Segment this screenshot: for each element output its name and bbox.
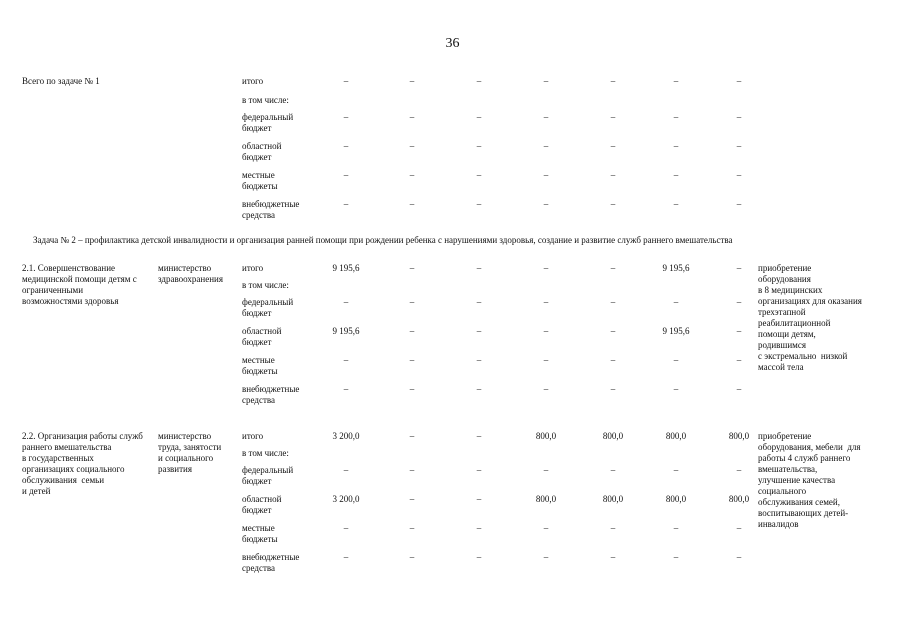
funding-value-cell: – — [476, 112, 482, 122]
funding-value-cell: – — [409, 494, 415, 504]
activity-executor: министерство труда, занятости и социального развития — [158, 431, 222, 474]
funding-value-cell: – — [409, 199, 415, 209]
funding-value-cell: – — [610, 112, 616, 122]
funding-source-label: местные бюджеты — [242, 170, 278, 191]
funding-value-cell: – — [409, 326, 415, 336]
funding-value-cell: – — [476, 326, 482, 336]
funding-value-cell: – — [409, 355, 415, 365]
funding-value-cell: – — [610, 523, 616, 533]
funding-value-cell: – — [543, 465, 549, 475]
funding-source-label: местные бюджеты — [242, 355, 278, 376]
funding-value-cell: – — [610, 355, 616, 365]
funding-value-cell: – — [673, 523, 679, 533]
funding-value-cell: – — [673, 465, 679, 475]
funding-value-cell: – — [476, 465, 482, 475]
funding-value-cell: – — [543, 297, 549, 307]
funding-value-cell: 800,0 — [728, 431, 750, 441]
funding-value-cell: 9 195,6 — [332, 326, 360, 336]
funding-value-cell: 9 195,6 — [332, 263, 360, 273]
funding-value-cell: – — [343, 112, 349, 122]
funding-value-cell: – — [736, 326, 742, 336]
activity-name: 2.1. Совершенствование медицинской помощи детям с ограниченными возможностями здоровья — [22, 263, 137, 306]
task1-total-label: Всего по задаче № 1 — [22, 76, 100, 86]
funding-value-cell: – — [610, 297, 616, 307]
funding-value-cell: – — [736, 112, 742, 122]
funding-value-cell: – — [543, 199, 549, 209]
funding-value-cell: – — [543, 141, 549, 151]
funding-value-cell: 800,0 — [665, 494, 687, 504]
funding-source-label: областной бюджет — [242, 141, 282, 162]
funding-value-cell: – — [476, 552, 482, 562]
funding-value-cell: 800,0 — [602, 494, 624, 504]
funding-source-label: федеральный бюджет — [242, 465, 294, 486]
funding-value-cell: – — [610, 170, 616, 180]
funding-value-cell: – — [343, 141, 349, 151]
funding-value-cell: 9 195,6 — [662, 263, 690, 273]
funding-value-cell: – — [409, 384, 415, 394]
activity-result: приобретение оборудования в 8 медицинских организациях для оказания трехэтапной реабилитационной помощи детям, родившимся с экстремально низкой массой тела — [758, 263, 862, 372]
funding-value-cell: – — [476, 263, 482, 273]
funding-value-cell: – — [409, 552, 415, 562]
funding-value-cell: – — [736, 170, 742, 180]
activity-executor: министерство здравоохранения — [158, 263, 224, 284]
funding-value-cell: – — [409, 263, 415, 273]
funding-value-cell: 9 195,6 — [662, 326, 690, 336]
funding-value-cell: 800,0 — [535, 431, 557, 441]
funding-value-cell: – — [673, 355, 679, 365]
funding-value-cell: – — [476, 170, 482, 180]
funding-value-cell: – — [736, 355, 742, 365]
funding-source-label: внебюджетные средства — [242, 384, 300, 405]
funding-value-cell: – — [409, 431, 415, 441]
activity-name: 2.2. Организация работы служб раннего вмешательства в государственных организациях социального обслуживания семьи и детей — [22, 431, 143, 496]
funding-source-label: итого — [242, 76, 264, 86]
funding-source-label: итого — [242, 431, 264, 441]
funding-value-cell: – — [736, 76, 742, 86]
funding-value-cell: – — [673, 76, 679, 86]
funding-value-cell: – — [476, 494, 482, 504]
funding-source-label: внебюджетные средства — [242, 552, 300, 573]
funding-value-cell: – — [409, 141, 415, 151]
funding-value-cell: – — [610, 141, 616, 151]
funding-value-cell: – — [736, 297, 742, 307]
funding-value-cell: – — [543, 326, 549, 336]
funding-value-cell: – — [476, 384, 482, 394]
funding-value-cell: 800,0 — [728, 494, 750, 504]
funding-value-cell: – — [610, 465, 616, 475]
funding-value-cell: 3 200,0 — [332, 431, 360, 441]
funding-value-cell: – — [409, 76, 415, 86]
funding-value-cell: – — [673, 141, 679, 151]
funding-value-cell: – — [343, 297, 349, 307]
funding-value-cell: 3 200,0 — [332, 494, 360, 504]
funding-value-cell: – — [343, 384, 349, 394]
funding-value-cell: – — [736, 465, 742, 475]
activity-result: приобретение оборудования, мебели для работы 4 служб раннего вмешательства, улучшение качества социального обслуживания семей, воспитывающих детей- инвалидов — [758, 431, 861, 529]
funding-value-cell: – — [610, 384, 616, 394]
funding-value-cell: – — [476, 355, 482, 365]
task2-heading: Задача № 2 – профилактика детской инвалидности и организация ранней помощи при рождении ребенка с нарушениями здоровья, создание и развитие служб раннего вмешательства — [33, 235, 733, 245]
funding-value-cell: – — [736, 199, 742, 209]
funding-value-cell: – — [673, 384, 679, 394]
funding-value-cell: – — [343, 199, 349, 209]
funding-value-cell: – — [673, 170, 679, 180]
funding-value-cell: – — [610, 76, 616, 86]
funding-source-label: областной бюджет — [242, 326, 282, 347]
funding-value-cell: – — [610, 199, 616, 209]
funding-value-cell: – — [476, 523, 482, 533]
funding-value-cell: – — [409, 297, 415, 307]
funding-source-label: в том числе: — [242, 95, 289, 105]
funding-source-label: местные бюджеты — [242, 523, 278, 544]
funding-value-cell: 800,0 — [602, 431, 624, 441]
funding-value-cell: – — [409, 523, 415, 533]
funding-value-cell: – — [343, 465, 349, 475]
funding-source-label: областной бюджет — [242, 494, 282, 515]
funding-value-cell: – — [610, 552, 616, 562]
funding-value-cell: – — [736, 141, 742, 151]
funding-value-cell: – — [610, 326, 616, 336]
funding-value-cell: – — [343, 170, 349, 180]
funding-value-cell: – — [409, 170, 415, 180]
funding-value-cell: – — [543, 76, 549, 86]
funding-value-cell: – — [543, 170, 549, 180]
funding-value-cell: – — [673, 297, 679, 307]
funding-value-cell: – — [673, 552, 679, 562]
funding-value-cell: – — [409, 465, 415, 475]
funding-value-cell: – — [476, 199, 482, 209]
funding-value-cell: – — [476, 297, 482, 307]
funding-value-cell: – — [543, 263, 549, 273]
funding-value-cell: – — [409, 112, 415, 122]
funding-value-cell: – — [736, 552, 742, 562]
funding-value-cell: – — [736, 263, 742, 273]
page-number: 36 — [445, 36, 460, 51]
funding-source-label: федеральный бюджет — [242, 297, 294, 318]
funding-value-cell: – — [543, 384, 549, 394]
funding-value-cell: – — [476, 431, 482, 441]
funding-value-cell: – — [476, 76, 482, 86]
funding-source-label: в том числе: — [242, 448, 289, 458]
funding-value-cell: – — [673, 112, 679, 122]
funding-value-cell: – — [543, 523, 549, 533]
funding-value-cell: – — [343, 76, 349, 86]
funding-value-cell: 800,0 — [535, 494, 557, 504]
funding-value-cell: – — [543, 355, 549, 365]
funding-source-label: внебюджетные средства — [242, 199, 300, 220]
funding-value-cell: – — [343, 355, 349, 365]
funding-value-cell: – — [543, 552, 549, 562]
funding-source-label: федеральный бюджет — [242, 112, 294, 133]
funding-value-cell: – — [476, 141, 482, 151]
funding-value-cell: 800,0 — [665, 431, 687, 441]
funding-value-cell: – — [673, 199, 679, 209]
funding-source-label: в том числе: — [242, 280, 289, 290]
funding-value-cell: – — [736, 523, 742, 533]
funding-value-cell: – — [543, 112, 549, 122]
funding-source-label: итого — [242, 263, 264, 273]
funding-value-cell: – — [610, 263, 616, 273]
funding-value-cell: – — [343, 523, 349, 533]
funding-value-cell: – — [343, 552, 349, 562]
funding-value-cell: – — [736, 384, 742, 394]
